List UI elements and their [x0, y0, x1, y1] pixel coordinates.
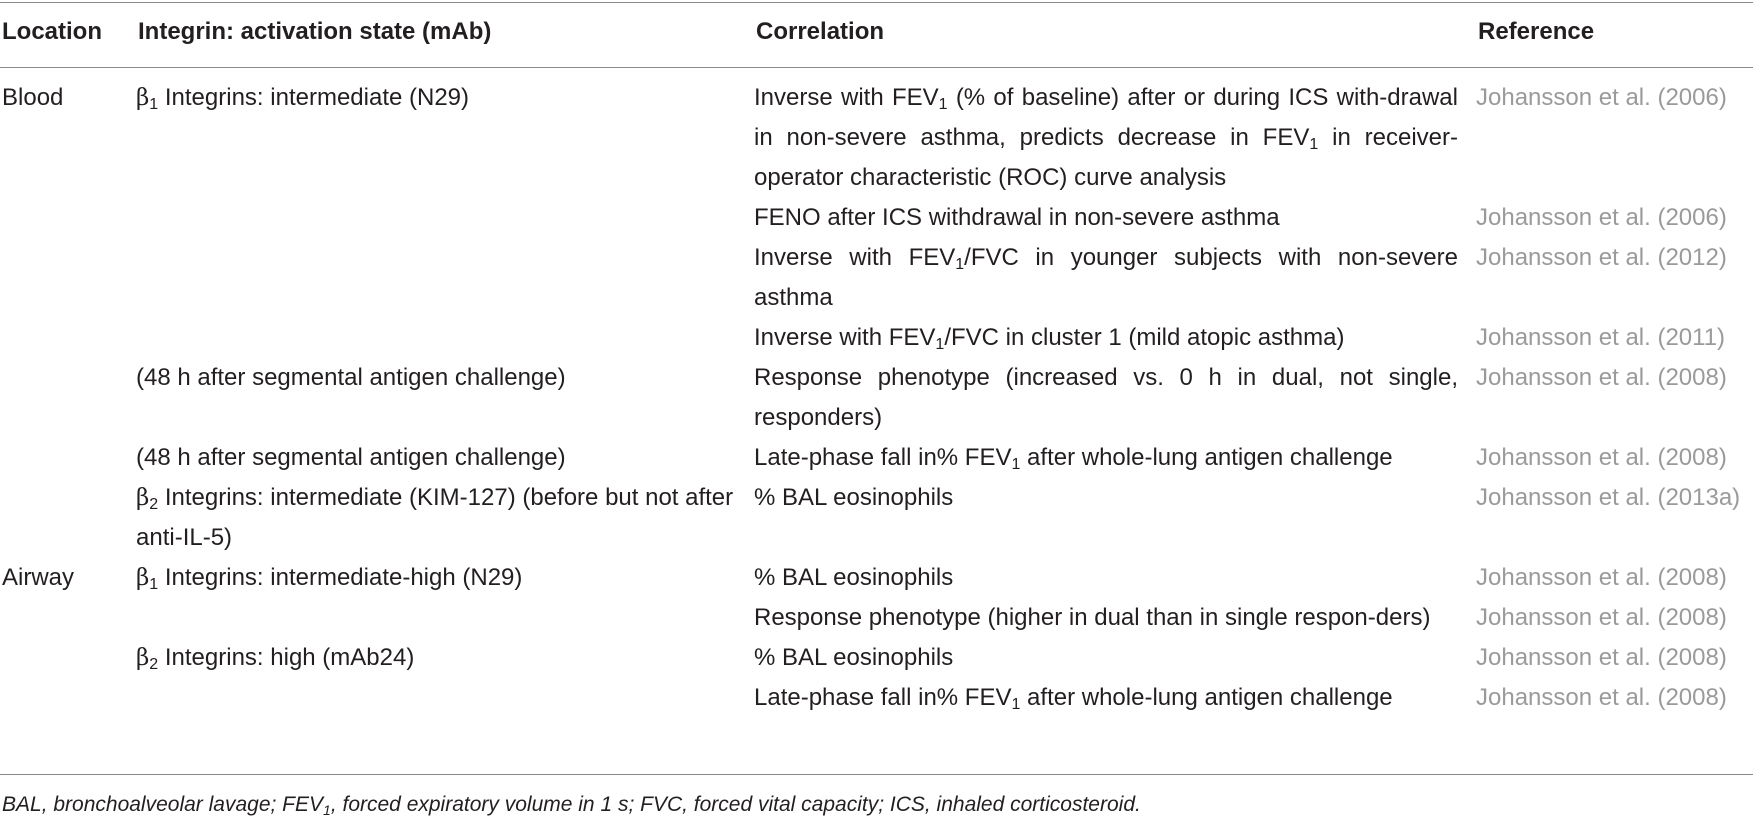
- cell-correlation: Inverse with $FEV_1$/FVC in younger subjects with non-severe asthma: [754, 244, 1458, 311]
- table-row: [0, 438, 1753, 478]
- cell-location: [0, 478, 136, 558]
- cell-reference: Johansson et al. (2006): [1476, 84, 1727, 111]
- cell-location: Blood: [2, 84, 64, 111]
- cell-correlation: Response phenotype (higher in dual than in single respon-ders): [754, 604, 1431, 631]
- header-integrin: Integrin: activation state (mAb): [138, 18, 492, 45]
- cell-correlation: % BAL eosinophils: [754, 564, 954, 591]
- cell-reference: Johansson et al. (2008): [1476, 644, 1727, 671]
- cell-correlation: Inverse with $FEV_1$ (% of baseline) after or during ICS with-drawal in non-severe asthma, predicts decrease in $FEV_1$ in receiver-operator characteristic (ROC) curve analysis: [754, 84, 1458, 191]
- cell-correlation: % BAL eosinophils: [754, 484, 954, 511]
- table-row: [0, 358, 1753, 438]
- cell-correlation: Late-phase fall in% $FEV_1$ after whole-lung antigen challenge: [754, 684, 1393, 713]
- table-row: [0, 198, 1753, 238]
- table-row: [0, 598, 1753, 638]
- cell-location: [0, 438, 136, 478]
- cell-reference: Johansson et al. (2008): [1476, 684, 1727, 711]
- cell-integrin: [136, 198, 754, 238]
- table-row: [0, 318, 1753, 358]
- cell-correlation: FENO after ICS withdrawal in non-severe asthma: [754, 204, 1280, 231]
- cell-correlation: Response phenotype (increased vs. 0 h in dual, not single, responders): [754, 364, 1458, 431]
- cell-integrin: (48 h after segmental antigen challenge): [136, 364, 566, 391]
- cell-correlation: Late-phase fall in% $FEV_1$ after whole-lung antigen challenge: [754, 444, 1393, 473]
- cell-reference: Johansson et al. (2012): [1476, 244, 1727, 271]
- cell-location: [0, 358, 136, 438]
- cell-reference: Johansson et al. (2008): [1476, 444, 1727, 471]
- cell-reference: Johansson et al. (2008): [1476, 604, 1727, 631]
- cell-location: Airway: [2, 564, 75, 591]
- cell-reference: Johansson et al. (2008): [1476, 364, 1727, 391]
- table-row: [0, 678, 1753, 718]
- cell-reference: Johansson et al. (2006): [1476, 204, 1727, 231]
- table-row: [0, 238, 1753, 318]
- header-correlation: Correlation: [756, 18, 885, 45]
- cell-location: [0, 238, 136, 318]
- table-row: [0, 638, 1753, 678]
- table-footnote: BAL, bronchoalveolar lavage; $FEV_1$, forced expiratory volume in 1 s; FVC, forced vital capacity; ICS, inhaled corticosteroid.: [2, 793, 1141, 818]
- cell-integrin: $\beta_1$ Integrins: intermediate (N29): [136, 84, 470, 113]
- cell-location: [0, 638, 136, 678]
- header-row: [0, 0, 1753, 64]
- cell-integrin: [136, 318, 754, 358]
- cell-reference: Johansson et al. (2011): [1476, 324, 1726, 351]
- cell-integrin: $\beta_2$ Integrins: high (mAb24): [136, 644, 415, 673]
- table-row: [0, 478, 1753, 558]
- cell-correlation: Inverse with $FEV_1$/FVC in cluster 1 (mild atopic asthma): [754, 324, 1345, 353]
- cell-correlation: % BAL eosinophils: [754, 644, 954, 671]
- table-row: [0, 558, 1753, 598]
- cell-integrin: $\beta_1$ Integrins: intermediate-high (N29): [136, 564, 523, 593]
- cell-integrin: (48 h after segmental antigen challenge): [136, 444, 566, 471]
- cell-reference: Johansson et al. (2008): [1476, 564, 1727, 591]
- header-reference: Reference: [1478, 18, 1595, 45]
- cell-location: [0, 678, 136, 718]
- cell-integrin: [136, 598, 754, 638]
- table-row: [0, 64, 1753, 198]
- cell-integrin: [136, 238, 754, 318]
- cell-integrin: $\beta_2$ Integrins: intermediate (KIM-127) (before but not after anti-IL-5): [136, 484, 734, 551]
- cell-reference: Johansson et al. (2013a): [1476, 484, 1741, 511]
- cell-integrin: [136, 678, 754, 718]
- bottom-rule: [0, 774, 1753, 775]
- cell-location: [0, 198, 136, 238]
- cell-location: [0, 318, 136, 358]
- header-location: Location: [2, 18, 102, 45]
- cell-location: [0, 598, 136, 638]
